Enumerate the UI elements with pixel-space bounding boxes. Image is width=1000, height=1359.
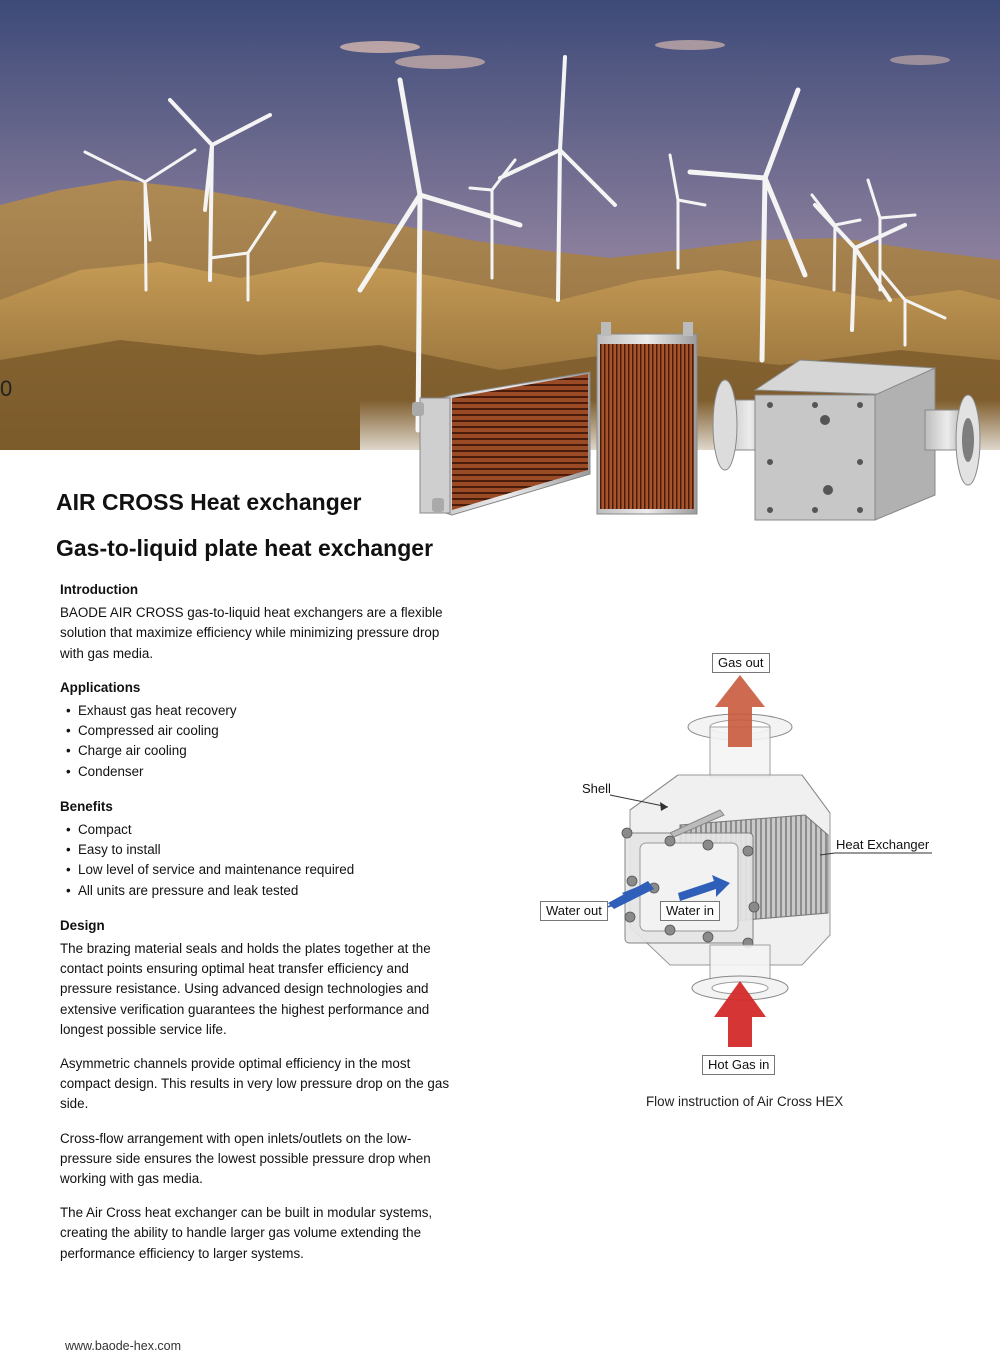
hero-illustration: [0, 0, 1000, 560]
footer-url: www.baode-hex.com: [65, 1339, 182, 1353]
design-paragraph: Cross-flow arrangement with open inlets/outlets on the low-pressure side ensures the lowest possible pressure drop when working with gas media.: [60, 1130, 431, 1187]
main-title: AIR CROSS Heat exchanger: [56, 489, 362, 515]
list-item: • Easy to install: [60, 840, 450, 860]
text-column: [60, 580, 450, 1278]
list-item: • Condenser: [60, 762, 450, 782]
benefits-list: [60, 820, 450, 901]
design-paragraph: The Air Cross heat exchanger can be built in modular systems, creating the ability to handle larger gas volume extending the performance efficiency to larger systems.: [60, 1205, 433, 1261]
design-heading: Design: [60, 917, 105, 933]
flow-diagram: [530, 645, 950, 1085]
stray-character: 0: [0, 376, 13, 401]
product-vertical-hex: [597, 322, 697, 514]
introduction-heading: Introduction: [60, 582, 139, 597]
hot-gas-in-label: Hot Gas in: [702, 1055, 775, 1075]
shell-label: Shell: [582, 781, 611, 796]
applications-list: [60, 701, 450, 782]
water-in-label: Water in: [660, 901, 720, 921]
gas-out-label: Gas out: [712, 653, 770, 673]
list-item: • Charge air cooling: [60, 741, 450, 761]
design-paragraph: Asymmetric channels provide optimal efficiency in the most compact design. This results in very low pressure drop on the gas side.: [60, 1056, 450, 1112]
introduction-text: BAODE AIR CROSS gas-to-liquid heat exchangers are a flexible solution that maximize efficiency while minimizing pressure drop with gas media.: [60, 605, 443, 661]
benefits-heading: Benefits: [60, 798, 113, 814]
list-item: • Low level of service and maintenance required: [60, 860, 450, 880]
introduction-section: [60, 580, 450, 664]
list-item: • Exhaust gas heat recovery: [60, 701, 450, 721]
list-item: • All units are pressure and leak tested: [60, 881, 450, 901]
design-section: [60, 916, 450, 1264]
applications-section: [60, 678, 450, 782]
list-item: • Compact: [60, 820, 450, 840]
hero-banner: [0, 0, 1000, 560]
list-item: • Compressed air cooling: [60, 721, 450, 741]
applications-heading: Applications: [60, 679, 141, 695]
water-out-label: Water out: [540, 901, 608, 921]
subtitle: Gas-to-liquid plate heat exchanger: [56, 535, 434, 561]
diagram-caption: Flow instruction of Air Cross HEX: [646, 1094, 844, 1109]
flow-diagram-drawing: [530, 645, 950, 1085]
design-paragraph: The brazing material seals and holds the plates together at the contact points ensuring optimal heat transfer efficiency and pressure resistance. Using advanced design technologies and extensive verification guarantees the highest performance and longest possible service life.: [60, 941, 431, 1037]
benefits-section: [60, 797, 450, 901]
heat-exchanger-label: Heat Exchanger: [836, 837, 930, 852]
